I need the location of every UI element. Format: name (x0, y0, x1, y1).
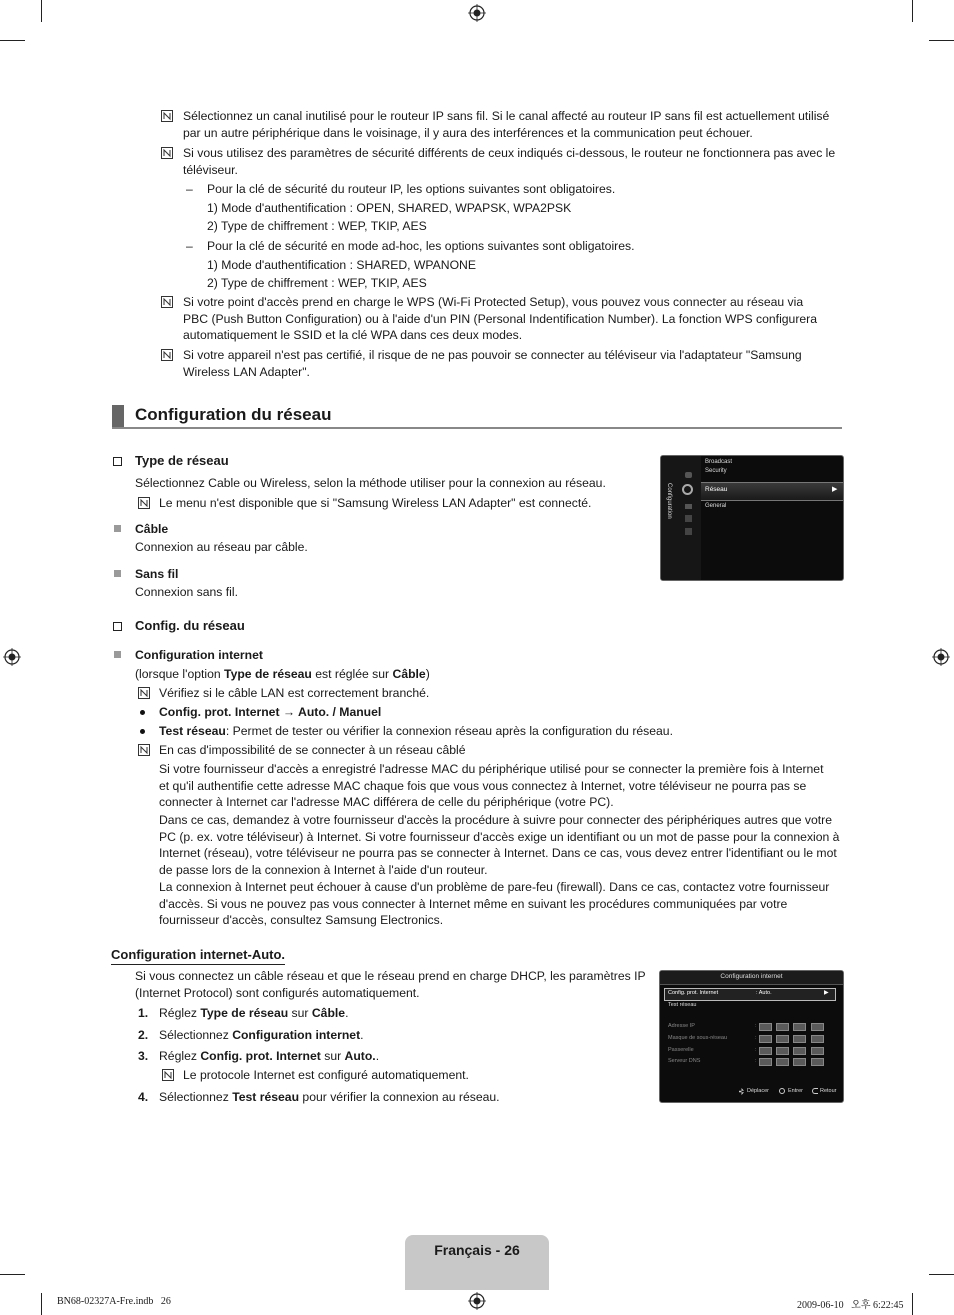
note-icon (161, 296, 173, 308)
dash-bullet: – (186, 182, 193, 196)
menu-icon (685, 515, 692, 522)
bullet-dot-icon (140, 710, 145, 715)
arrow-right-icon: ▶ (824, 990, 829, 996)
checkbox-bullet-icon (113, 457, 122, 466)
note-text: Si votre appareil n'est pas certifié, il risque de ne pas pouvoir se connecter au téléviseur via l'adaptateur "Samsung Wireless LAN Adapter". (183, 348, 802, 379)
osd-row-value: : Auto. (756, 990, 772, 996)
step-text: Réglez Type de réseau sur Câble. (159, 1006, 349, 1020)
item-title: Configuration internet (135, 648, 263, 662)
section-rule (112, 427, 842, 429)
note-text: En cas d'impossibilité de se connecter à un réseau câblé (159, 743, 466, 757)
ip-colon: : (755, 1023, 757, 1029)
registration-mark-right (932, 648, 950, 666)
updown-icon (739, 1088, 744, 1095)
step-number: 1. (138, 1006, 149, 1020)
osd-row-label[interactable]: Test réseau (668, 1002, 697, 1008)
note-text: Sélectionnez un canal inutilisé pour le routeur IP sans fil. Si le canal affecté au routeur IP sans fil est actuellement utilisé par un autre périphérique dans le voisinage, il y aura des interférences et la communication peut échouer. (183, 109, 830, 140)
step-number: 4. (138, 1090, 149, 1104)
note-icon (138, 687, 150, 699)
checkbox-bullet-icon (113, 622, 122, 631)
enter-icon (779, 1088, 785, 1094)
step-text: Sélectionnez Test réseau pour vérifier la connexion au réseau. (159, 1090, 500, 1104)
menu-icon (685, 528, 692, 535)
item-desc: Connexion au réseau par câble. (135, 540, 308, 554)
note-icon (161, 110, 173, 122)
paragraph: Sélectionnez Cable ou Wireless, selon la méthode utiliser pour la connexion au réseau. (135, 476, 606, 490)
gray-square-bullet-icon (114, 651, 121, 658)
menu-icon (685, 472, 692, 478)
note-icon (138, 497, 150, 509)
note-text: Si votre point d'accès prend en charge le WPS (Wi-Fi Protected Setup), vous pouvez vous connecter au réseau via PBC (Push Button Configuration) ou à l'aide d'un PIN (Personal Indentification Number). La fonction WPS configurera automatiquement le SSID et la clé WPA dans ces deux modes. (183, 295, 817, 342)
step-number: 3. (138, 1049, 149, 1063)
paragraph: Dans ce cas, demandez à votre fournisseur d'accès la procédure à suivre pour connecter des périphériques autres que votre PC (p. ex. votre téléviseur) à Internet. Si votre fournisseur d'accès exige un identifiant ou un mot de passe pour la connexion à Internet (réseau), votre téléviseur ne pourra pas se connecter à Internet. Dans ce cas, vous devez entrer l'identifiant ou le mot de passe lors de la connexion à Internet à l'aide d'un routeur. (159, 813, 840, 877)
item-title: Sans fil (135, 567, 179, 581)
footer-hint: Retour (820, 1088, 837, 1094)
note-text: Vérifiez si le câble LAN est correctement branché. (159, 686, 430, 700)
menu-item[interactable]: General (705, 503, 727, 509)
item-desc: Connexion sans fil. (135, 585, 238, 599)
dash-item: Pour la clé de sécurité en mode ad-hoc, les options suivantes sont obligatoires. 1) Mode d'authentification : SHARED, WPANONE 2) Type de chiffrement : WEP, TKIP, AES (207, 239, 635, 290)
menu-item-label: Réseau (705, 486, 728, 493)
menu-item[interactable]: Security (705, 468, 727, 474)
paragraph: La connexion à Internet peut échouer à cause d'un problème de pare-feu (firewall). Dans ce cas, contactez votre fournisseur d'accès. Si vous ne pouvez pas vous connecter à Internet même en suivant les procédures communiquées par votre fournisseur d'accès, consultez Samsung Electronics. (159, 880, 830, 927)
note-icon (162, 1069, 174, 1081)
menu-side-label: Configuration (666, 483, 672, 519)
bullet-text: Test réseau: Permet de tester ou vérifier la connexion réseau après la configuration du réseau. (159, 724, 673, 738)
footer-hint: Entrer (788, 1088, 803, 1094)
step-text: Réglez Config. prot. Internet sur Auto.. (159, 1049, 380, 1063)
menu-item[interactable]: Broadcast (705, 459, 733, 465)
gear-icon (682, 484, 693, 495)
dash-bullet: – (186, 239, 193, 253)
osd-row-label: Config. prot. Internet (668, 990, 719, 996)
bullet-text: Config. prot. Internet → Auto. / Manuel (159, 705, 382, 719)
section-title: Configuration du réseau (135, 405, 332, 424)
gray-square-bullet-icon (114, 525, 121, 532)
note-icon (161, 349, 173, 361)
paragraph: Si vous connectez un câble réseau et que le réseau prend en charge DHCP, les paramètres IP (Internet Protocol) sont configurés automatiquement. (135, 969, 646, 1000)
subsection-heading: Type de réseau (135, 453, 229, 468)
arrow-right-icon: ▶ (832, 486, 838, 493)
gray-square-bullet-icon (114, 570, 121, 577)
section-accent-bar (112, 405, 124, 427)
step-text: Sélectionnez Configuration internet. (159, 1028, 364, 1042)
ip-field-label: Masque de sous-réseau (668, 1035, 728, 1041)
ip-field-label: Serveur DNS (668, 1058, 701, 1064)
page-number: Français - 26 (434, 1242, 520, 1258)
note-icon (138, 744, 150, 756)
tv-ip-screenshot (659, 970, 844, 1103)
registration-mark-left (3, 648, 21, 666)
footer-hint: Déplacer (747, 1088, 770, 1094)
print-date-info: 2009-06-10 오후 6:22:45 (797, 1300, 904, 1311)
return-icon (812, 1088, 818, 1094)
subsection-heading: Config. du réseau (135, 618, 245, 633)
paragraph: (lorsque l'option Type de réseau est réglée sur Câble) (135, 667, 430, 681)
registration-mark-top (468, 4, 486, 22)
osd-title: Configuration internet (720, 973, 783, 980)
note-text: Le protocole Internet est configuré automatiquement. (183, 1068, 469, 1082)
ip-colon: : (755, 1047, 757, 1053)
step-number: 2. (138, 1028, 149, 1042)
ip-field-label: Adresse IP (668, 1023, 695, 1029)
ip-colon: : (755, 1035, 757, 1041)
item-title: Câble (135, 522, 169, 536)
ip-colon: : (755, 1058, 757, 1064)
note-text: Le menu n'est disponible que si "Samsung Wireless LAN Adapter" est connecté. (159, 496, 592, 510)
ip-field-label: Passerelle (668, 1047, 694, 1053)
paragraph: Si votre fournisseur d'accès a enregistré l'adresse MAC du périphérique utilisé pour se connecter la première fois à Internet et qu'il authentifie cette adresse MAC chaque fois que vous vous connectez à Internet, votre téléviseur ne pourra pas se connecter à Internet car l'adresse MAC différera de celle du périphérique (votre PC). (159, 762, 824, 809)
bullet-dot-icon (140, 729, 145, 734)
dash-item: Pour la clé de sécurité du routeur IP, les options suivantes sont obligatoires. 1) Mode d'authentification : OPEN, SHARED, WPAPSK, WPA2PSK 2) Type de chiffrement : WEP, TKIP, AES (207, 182, 616, 233)
menu-icon (685, 504, 692, 509)
auto-title: Configuration internet-Auto. (111, 946, 285, 965)
tv-menu-screenshot (660, 455, 844, 581)
note-icon (161, 147, 173, 159)
registration-mark-bottom (468, 1292, 486, 1310)
print-file-info: BN68-02327A-Fre.indb 26 (57, 1296, 171, 1307)
note-text: Si vous utilisez des paramètres de sécurité différents de ceux indiqués ci-dessous, le routeur ne fonctionnera pas avec le téléviseur. (183, 146, 836, 177)
